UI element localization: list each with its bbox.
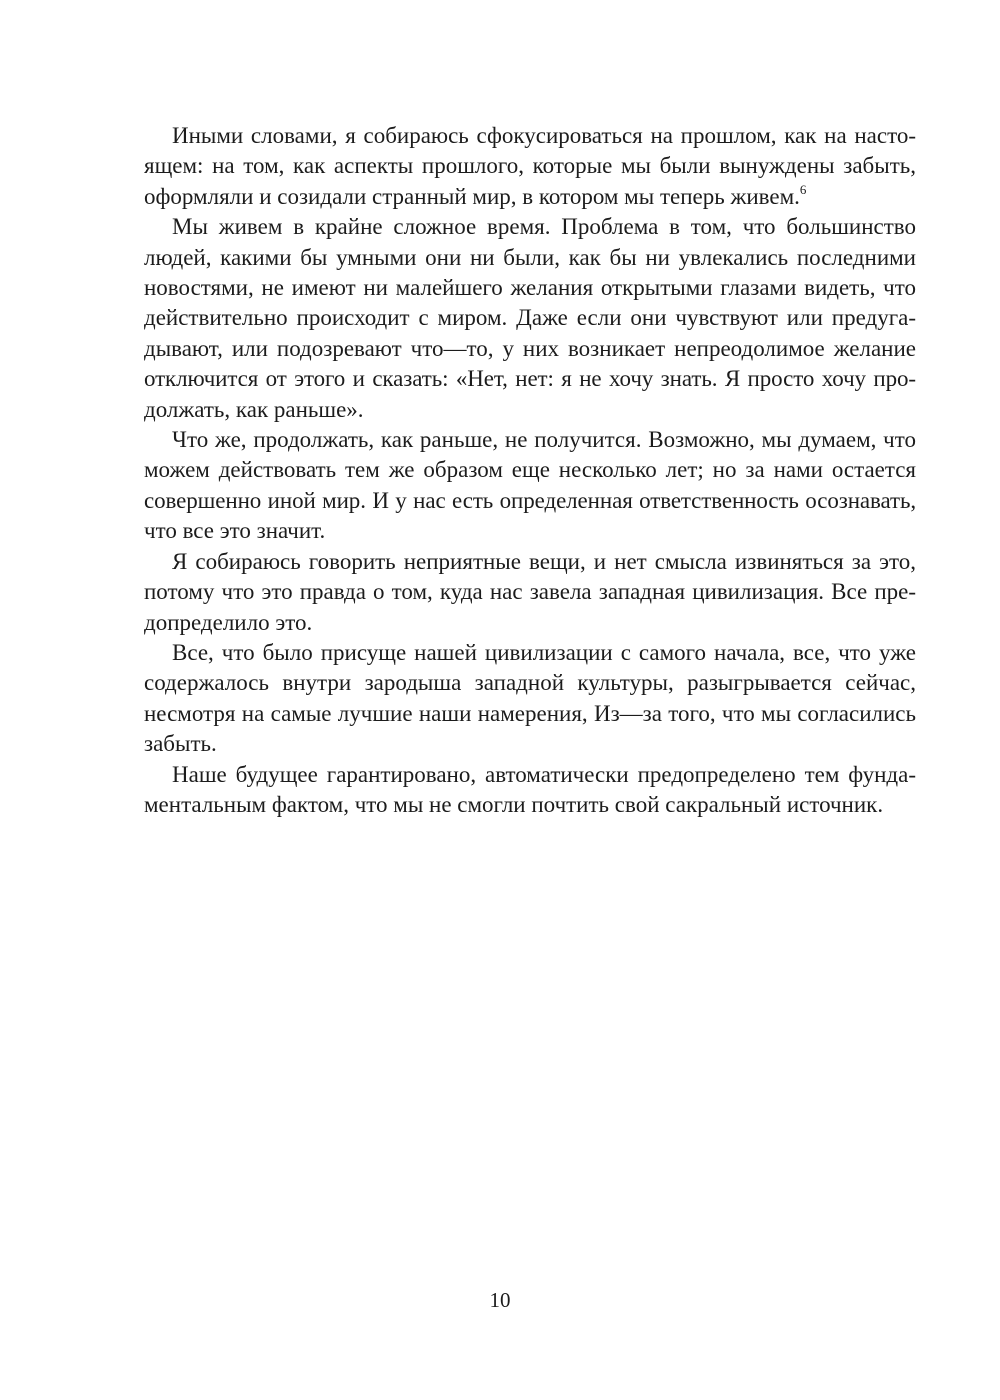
text-line: что все это значит. xyxy=(144,518,326,544)
text-line: ящем: на том, как аспекты прошлого, которые мы были вынуждены забыть, xyxy=(144,153,916,179)
text-line: совершенно иной мир. И у нас есть определенная ответственность осознавать, xyxy=(144,487,916,513)
paragraph-3 xyxy=(144,425,916,547)
text-line: оформляли и созидали странный мир, в котором мы теперь живем. xyxy=(144,183,800,209)
text-line: Что же, продолжать, как раньше, не получится. Возможно, мы думаем, что xyxy=(172,427,916,453)
text-line: отключится от этого и сказать: «Нет, нет: я не хочу знать. Я просто хочу про- xyxy=(144,366,916,392)
text-line: людей, какими бы умными они ни были, как бы ни увлекались последними xyxy=(144,244,916,270)
text-line: Все, что было присуще нашей цивилизации с самого начала, все, что уже xyxy=(172,639,916,665)
text-line: содержалось внутри зародыша западной культуры, разыгрывается сейчас, xyxy=(144,670,916,696)
paragraph-1 xyxy=(144,121,916,212)
paragraph-4 xyxy=(144,547,916,638)
text-line: должать, как раньше». xyxy=(144,396,364,422)
paragraph-6 xyxy=(144,760,916,821)
text-line: ментальным фактом, что мы не смогли почтить свой сакральный источник. xyxy=(144,791,884,817)
text-line: новостями, не имеют ни малейшего желания открытыми глазами видеть, что xyxy=(144,275,916,301)
text-line: забыть. xyxy=(144,731,217,757)
footnote-mark: 6 xyxy=(799,181,807,197)
body-text xyxy=(144,121,916,820)
text-line: можем действовать тем же образом еще несколько лет; но за нами остается xyxy=(144,457,916,483)
page-number: 10 xyxy=(489,1288,511,1312)
text-line: Мы живем в крайне сложное время. Проблема в том, что большинство xyxy=(172,214,916,240)
text-line: потому что это правда о том, куда нас завела западная цивилизация. Все пре- xyxy=(144,579,916,605)
text-line: несмотря на самые лучшие наши намерения, Из—за того, что мы согласились xyxy=(144,700,916,726)
text-line: Наше будущее гарантировано, автоматически предопределено тем фунда- xyxy=(172,761,916,787)
text-line: допределило это. xyxy=(144,609,313,635)
paragraph-2 xyxy=(144,212,916,425)
text-line: Иными словами, я собираюсь сфокусироваться на прошлом, как на насто- xyxy=(172,123,916,148)
text-line-with-footnote xyxy=(144,182,916,212)
text-line: дывают, или подозревают что—то, у них возникает непреодолимое желание xyxy=(144,335,916,361)
paragraph-5 xyxy=(144,638,916,760)
text-line: действительно происходит с миром. Даже если они чувствуют или предуга- xyxy=(144,305,916,331)
text-line: Я собираюсь говорить неприятные вещи, и нет смысла извиняться за это, xyxy=(172,548,916,574)
